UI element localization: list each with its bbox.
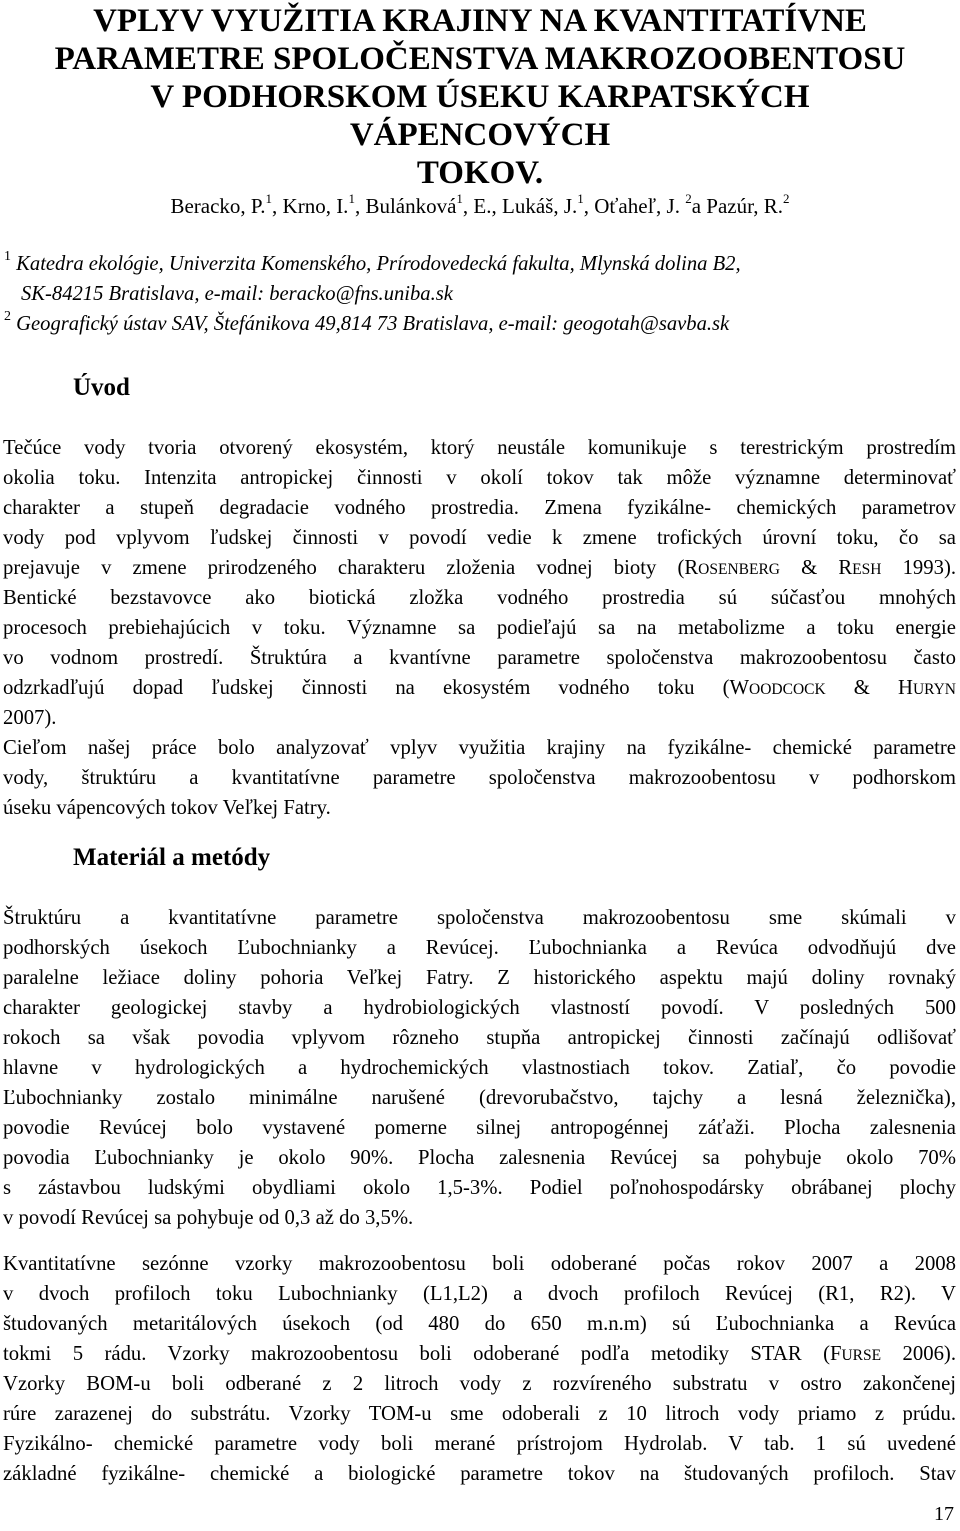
citation-smallcaps: OSENBERG [698, 561, 780, 578]
affiliation-1-line-2 [21, 280, 960, 308]
title-line: PARAMETRE SPOLOČENSTVA MAKROZOOBENTOSU [54, 41, 906, 77]
title-line: V PODHORSKOM ÚSEKU KARPATSKÝCH VÁPENCOVÝCH [150, 79, 810, 153]
citation-smallcaps: URSE [841, 1347, 882, 1364]
text-fragment: & [825, 677, 898, 699]
text-line: vody pod vplyvom ľudskej činnosti v povodí vedie k zmene trofických úrovní toku, čo sa [3, 527, 956, 549]
text-line: Cieľom našej práce bolo analyzovať vplyv využitia krajiny na fyzikálne- chemické parametre [3, 737, 956, 759]
text-line: úseku vápencových tokov Veľkej Fatry. [3, 797, 331, 819]
text-fragment: prejavuje v zmene prirodzeného charakteru zloženia vodnej bioty ( [3, 557, 685, 579]
affiliation-text: Geografický ústav SAV, Štefánikova 49,814 73 Bratislava, e-mail: geogotah@savba.sk [16, 313, 730, 335]
text-fragment: tokmi 5 rádu. Vzorky makrozoobentosu boli odoberané podľa metodiky STAR ( [3, 1343, 830, 1365]
citation-smallcaps: OODCOCK [749, 681, 826, 698]
text-line-citation [3, 673, 956, 703]
text-line: rokoch sa však povodia vplyvom rôzneho stupňa antropickej činnosti začínajú odlišovať [3, 1027, 956, 1049]
text-line: paralelne ležiace doliny pohoria Veľkej Fatry. Z historického aspektu majú doliny rovnaký [3, 967, 956, 989]
paper-title [40, 2, 920, 192]
citation-cap: W [729, 677, 750, 699]
methods-paragraph-1 [3, 903, 956, 1233]
text-line: v dvoch profiloch toku Lubochnianky (L1,L2) a dvoch profiloch Revúcej (R1, R2). V [3, 1283, 956, 1305]
text-line: hlavne v hydrologických a hydrochemických vlastnostiach tokov. Zatiaľ, čo povodie [3, 1057, 956, 1079]
citation-cap: R [838, 557, 853, 579]
citation-smallcaps: URYN [912, 681, 957, 698]
section-heading-intro: Úvod [73, 374, 130, 401]
author-list [60, 192, 900, 220]
text-line: základné fyzikálne- chemické a biologické parametre tokov na študovaných profiloch. Stav [3, 1463, 956, 1485]
text-fragment: & [779, 557, 839, 579]
affiliation-mark: 2 [4, 309, 11, 325]
page-number: 17 [934, 1503, 954, 1525]
text-line: charakter a stupeň degradacie vodného prostredia. Zmena fyzikálne- chemických parametrov [3, 497, 956, 519]
text-line: 2007). [3, 707, 57, 729]
intro-paragraph [3, 433, 956, 823]
author-sup: 1 [265, 191, 273, 206]
author-sup: 2 [783, 191, 790, 206]
text-line: vody, štruktúru a kvantitatívne parametre spoločenstva makrozoobentosu v podhorskom [3, 767, 956, 789]
text-line: vo vodnom prostredí. Štruktúra a kvantívne parametre spoločenstva makrozoobentosu často [3, 647, 956, 669]
author-text: a Pazúr, R. [691, 194, 784, 218]
affiliation-2 [4, 310, 954, 338]
author-sup: 1 [348, 191, 355, 206]
text-line: procesoch prebiehajúcich v toku. Významne sa podieľajú sa na metabolizme a toku energie [3, 617, 956, 639]
text-line: Tečúce vody tvoria otvorený ekosystém, ktorý neustále komunikuje s terestrickým prostredím [3, 437, 956, 459]
text-line: s zástavbou ludskými obydliami okolo 1,5-3%. Podiel poľnohospodársky obrábanej plochy [3, 1177, 956, 1199]
text-line: Štruktúru a kvantitatívne parametre spoločenstva makrozoobentosu sme skúmali v [3, 907, 956, 929]
citation-cap: H [897, 677, 913, 699]
author-text: , Oťaheľ, J. [583, 194, 686, 218]
author-text: , E., Lukáš, J. [462, 194, 578, 218]
title-line: TOKOV. [416, 155, 544, 191]
text-line-citation [3, 1339, 956, 1369]
affiliation-text: SK-84215 Bratislava, e-mail: beracko@fns.uniba.sk [21, 283, 453, 305]
text-line: podhorských úsekoch Ľubochnianky a Revúcej. Ľubochnianka a Revúca odvodňujú dve [3, 937, 956, 959]
text-fragment: 1993). [881, 557, 956, 579]
text-line: Ľubochnianky zostalo minimálne narušené (drevorubačstvo, tajchy a lesná železnička), [3, 1087, 956, 1109]
text-line: okolia toku. Intenzita antropickej činnosti v okolí tokov tak môže významne determinovať [3, 467, 956, 489]
text-fragment: 2006). [881, 1343, 956, 1365]
text-line: povodia Ľubochnianky je okolo 90%. Plocha zalesnenia Revúcej sa pohybuje okolo 70% [3, 1147, 956, 1169]
text-line: povodie Revúcej bolo vystavené pomerne silnej antropogénnej záťaži. Plocha zalesnenia [3, 1117, 956, 1139]
citation-cap: R [684, 557, 699, 579]
text-line: Vzorky BOM-u boli odberané z 2 litroch vody z rozvíreného substratu v ostro zakončenej [3, 1373, 956, 1395]
author-text: , Krno, I. [272, 194, 349, 218]
section-heading-methods: Materiál a metódy [73, 844, 271, 871]
author-sup: 2 [685, 191, 692, 206]
text-line: študovaných metaritálových úsekoch (od 480 do 650 m.n.m) sú Ľubochnianka a Revúca [3, 1313, 956, 1335]
affiliation-mark: 1 [4, 249, 11, 265]
author-sup: 1 [456, 191, 463, 206]
author-sup: 1 [577, 191, 584, 206]
text-line: rúre zarazenej do substrátu. Vzorky TOM-u sme odoberali z 10 litroch vody priamo z prúdu. [3, 1403, 956, 1425]
citation-cap: F [829, 1343, 842, 1365]
author-text: , Bulánková [354, 194, 457, 218]
title-line: VPLYV VYUŽITIA KRAJINY NA KVANTITATÍVNE [93, 3, 867, 39]
methods-paragraph-2 [3, 1249, 956, 1489]
text-line: v povodí Revúcej sa pohybuje od 0,3 až do 3,5%. [3, 1207, 414, 1229]
text-line-citation [3, 553, 956, 583]
text-line: Kvantitatívne sezónne vzorky makrozoobentosu boli odoberané počas rokov 2007 a 2008 [3, 1253, 956, 1275]
text-line: Bentické bezstavovce ako biotická zložka vodného prostredia sú súčasťou mnohých [3, 587, 956, 609]
affiliation-1 [4, 250, 954, 278]
text-line: charakter geologickej stavby a hydrobiologických vlastností povodí. V posledných 500 [3, 997, 956, 1019]
text-fragment: odzrkadľujú dopad ľudskej činnosti na ekosystém vodného toku ( [3, 677, 730, 699]
affiliation-text: Katedra ekológie, Univerzita Komenského, Prírodovedecká fakulta, Mlynská dolina B2, [16, 253, 741, 275]
author-text: Beracko, P. [170, 194, 266, 218]
citation-smallcaps: ESH [852, 561, 882, 578]
text-line: Fyzikálno- chemické parametre vody boli merané prístrojom Hydrolab. V tab. 1 sú uvedené [3, 1433, 956, 1455]
